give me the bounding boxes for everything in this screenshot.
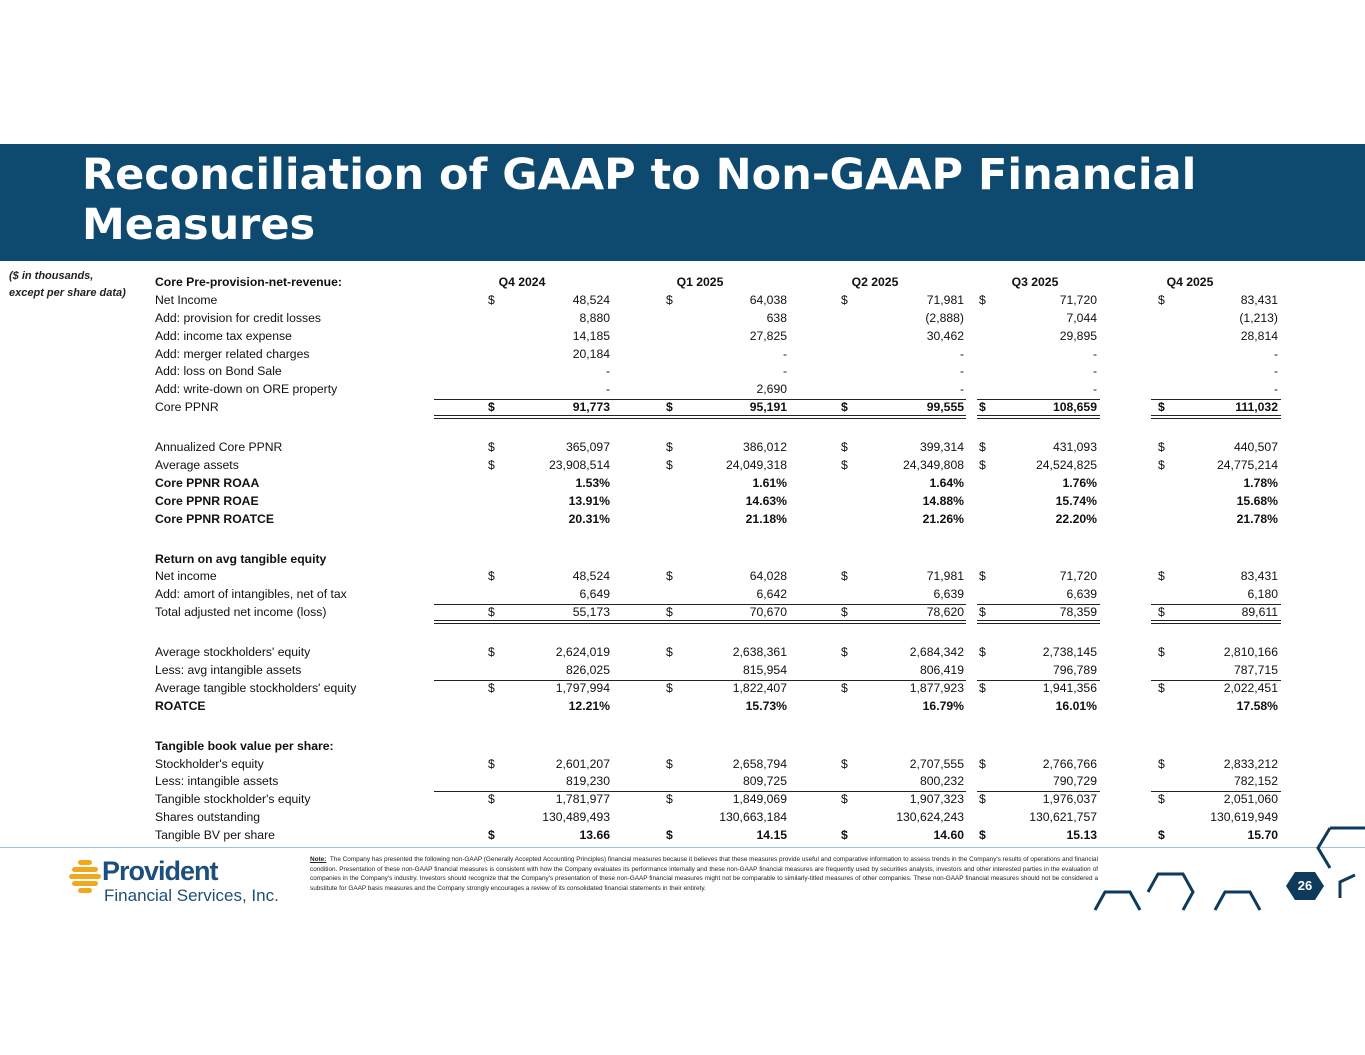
row-label: Shares outstanding: [155, 810, 261, 825]
cell-value: 78,620: [926, 605, 964, 620]
currency-symbol: $: [841, 569, 848, 584]
cell-value: 2,658,794: [732, 756, 787, 771]
subtotal-rule: [1151, 399, 1281, 400]
cell-value: 6,649: [579, 587, 610, 602]
cell-value: 14.63%: [745, 493, 787, 508]
cell-value: 20.31%: [568, 511, 610, 526]
spacer-row: [155, 622, 1285, 644]
currency-symbol: $: [1158, 400, 1165, 415]
currency-symbol: $: [1158, 756, 1165, 771]
cell-value: 15.13: [1066, 828, 1097, 843]
logo-subtitle: Financial Services, Inc.: [104, 886, 279, 905]
row-label: Average assets: [155, 458, 239, 473]
subtotal-rule: [787, 399, 966, 400]
cell-value: 83,431: [1240, 292, 1278, 307]
row-label: Less: avg intangible assets: [155, 663, 302, 678]
section-header: Tangible book value per share:: [155, 738, 334, 753]
row-label: Add: income tax expense: [155, 328, 292, 343]
row-label: ROATCE: [155, 698, 206, 713]
cell-value: -: [1092, 346, 1097, 361]
currency-symbol: $: [841, 605, 848, 620]
cell-value: 1,822,407: [732, 680, 787, 695]
cell-value: 130,624,243: [896, 810, 964, 825]
currency-symbol: $: [1158, 292, 1165, 307]
cell-value: 64,038: [749, 292, 787, 307]
cell-value: 2,601,207: [555, 756, 610, 771]
cell-value: 1.53%: [575, 475, 610, 490]
column-header: Q4 2025: [1166, 275, 1214, 289]
table-row: [155, 698, 1285, 716]
cell-value: 1,976,037: [1042, 792, 1097, 807]
cell-value: 806,419: [919, 663, 964, 678]
row-label: Net Income: [155, 292, 218, 307]
cell-value: 13.66: [579, 828, 610, 843]
currency-symbol: $: [979, 400, 986, 415]
cell-value: 71,720: [1059, 292, 1097, 307]
currency-symbol: $: [1158, 828, 1165, 843]
currency-symbol: $: [979, 569, 986, 584]
row-label: Annualized Core PPNR: [155, 440, 283, 455]
cell-value: 23,908,514: [549, 458, 610, 473]
cell-value: 20,184: [572, 346, 610, 361]
currency-symbol: $: [1158, 440, 1165, 455]
table-row: [155, 399, 1285, 417]
cell-value: -: [1273, 364, 1278, 379]
cell-value: 24,524,825: [1036, 458, 1097, 473]
table-row: [155, 292, 1285, 310]
section-header-row: [155, 274, 1285, 292]
currency-symbol: $: [979, 292, 986, 307]
table-row: [155, 756, 1285, 774]
cell-value: 111,032: [1235, 400, 1278, 415]
cell-value: 2,638,361: [732, 645, 787, 660]
currency-symbol: $: [666, 680, 673, 695]
cell-value: 48,524: [572, 292, 610, 307]
cell-value: 1.61%: [752, 475, 787, 490]
cell-value: 790,729: [1052, 774, 1097, 789]
currency-symbol: $: [1158, 569, 1165, 584]
spacer-row: [155, 716, 1285, 738]
row-label: Add: loss on Bond Sale: [155, 364, 282, 379]
table-row: [155, 310, 1285, 328]
financial-table: [155, 274, 1285, 845]
cell-value: 782,152: [1233, 774, 1278, 789]
cell-value: 83,431: [1240, 569, 1278, 584]
cell-value: 2,624,019: [555, 645, 610, 660]
table-row: [155, 644, 1285, 662]
cell-value: 29,895: [1059, 328, 1097, 343]
table-row: [155, 439, 1285, 457]
currency-symbol: $: [488, 292, 495, 307]
cell-value: 815,954: [742, 663, 787, 678]
cell-value: 386,012: [742, 440, 787, 455]
currency-symbol: $: [666, 645, 673, 660]
subtotal-rule: [1151, 791, 1281, 792]
cell-value: 365,097: [565, 440, 610, 455]
table-row: [155, 791, 1285, 809]
spacer-row: [155, 529, 1285, 551]
subtotal-rule: [977, 791, 1100, 792]
table-row: [155, 773, 1285, 791]
cell-value: -: [605, 382, 610, 397]
cell-value: 2,833,212: [1223, 756, 1278, 771]
currency-symbol: $: [979, 828, 986, 843]
row-label: Core PPNR: [155, 400, 219, 415]
currency-symbol: $: [488, 440, 495, 455]
currency-symbol: $: [841, 828, 848, 843]
currency-symbol: $: [841, 292, 848, 307]
row-label: Add: provision for credit losses: [155, 310, 321, 325]
cell-value: 800,232: [919, 774, 964, 789]
currency-symbol: $: [488, 680, 495, 695]
cell-value: 71,981: [926, 569, 964, 584]
currency-symbol: $: [979, 605, 986, 620]
cell-value: 28,814: [1240, 328, 1278, 343]
subtotal-rule: [787, 680, 966, 681]
currency-symbol: $: [666, 400, 673, 415]
currency-symbol: $: [841, 792, 848, 807]
cell-value: 78,359: [1059, 605, 1097, 620]
cell-value: 95,191: [749, 400, 787, 415]
subtotal-rule: [434, 399, 613, 400]
cell-value: -: [1273, 382, 1278, 397]
cell-value: 30,462: [926, 328, 964, 343]
cell-value: 1.64%: [929, 475, 964, 490]
cell-value: -: [959, 364, 964, 379]
currency-symbol: $: [979, 756, 986, 771]
cell-value: 1.78%: [1243, 475, 1278, 490]
cell-value: 16.01%: [1055, 698, 1097, 713]
subtotal-rule: [977, 604, 1100, 605]
cell-value: 1,907,323: [909, 792, 964, 807]
cell-value: -: [1273, 346, 1278, 361]
hexagon-decoration-icon: [1090, 820, 1365, 920]
subtotal-rule: [434, 680, 613, 681]
table-row: [155, 475, 1285, 493]
cell-value: 21.26%: [922, 511, 964, 526]
cell-value: 2,690: [756, 382, 787, 397]
subtotal-rule: [977, 680, 1100, 681]
note-label: Note:: [310, 856, 327, 863]
cell-value: 14.15: [756, 828, 787, 843]
row-label: Core PPNR ROAA: [155, 475, 260, 490]
cell-value: 2,766,766: [1042, 756, 1097, 771]
cell-value: 71,720: [1059, 569, 1097, 584]
cell-value: 24,349,808: [903, 458, 964, 473]
subtotal-rule: [611, 680, 789, 681]
cell-value: 15.70: [1247, 828, 1278, 843]
cell-value: 2,022,451: [1223, 680, 1278, 695]
currency-symbol: $: [666, 605, 673, 620]
currency-symbol: $: [841, 440, 848, 455]
column-header: Q2 2025: [851, 275, 899, 289]
disclaimer-note: [310, 855, 1098, 893]
cell-value: -: [782, 364, 787, 379]
currency-symbol: $: [979, 680, 986, 695]
table-row: [155, 662, 1285, 680]
currency-symbol: $: [666, 569, 673, 584]
row-label: Average tangible stockholders' equity: [155, 680, 357, 695]
cell-value: 70,670: [749, 605, 787, 620]
section-header: Return on avg tangible equity: [155, 551, 327, 566]
currency-symbol: $: [1158, 792, 1165, 807]
row-label: Stockholder's equity: [155, 756, 264, 771]
cell-value: 21.18%: [745, 511, 787, 526]
currency-symbol: $: [841, 400, 848, 415]
section-header-row: [155, 551, 1285, 569]
cell-value: (1,213): [1239, 310, 1278, 325]
logo-wordmark: Provident: [102, 856, 218, 886]
cell-value: 2,738,145: [1042, 645, 1097, 660]
currency-symbol: $: [841, 756, 848, 771]
cell-value: 7,044: [1066, 310, 1097, 325]
cell-value: 99,555: [926, 400, 964, 415]
cell-value: 16.79%: [922, 698, 964, 713]
currency-symbol: $: [488, 605, 495, 620]
row-label: Tangible BV per share: [155, 828, 275, 843]
cell-value: 638: [766, 310, 787, 325]
cell-value: 15.74%: [1055, 493, 1097, 508]
cell-value: 14,185: [572, 328, 610, 343]
row-label: Net income: [155, 569, 217, 584]
currency-symbol: $: [488, 792, 495, 807]
subtotal-rule: [434, 604, 613, 605]
table-row: [155, 457, 1285, 475]
note-text: The Company has presented the following non-GAAP (Generally Accepted Accounting Principles) financial measures because it believes that these measures provide useful and comparative information to assess trends in the Company's results of operations and financial condition. Presentation of these non-GAAP financial measures is consistent with how the Company evaluates its performance internally and these non-GAAP financial measures are frequently used by securities analysts, investors and other interested parties in the evaluation of companies in the Company's industry. Investors should recognize that the Company's presentation of these non-GAAP financial measures might not be comparable to similarly-titled measures of other companies. These non-GAAP financial measures should not be considered a substitute for GAAP basis measures and the Company strongly encourages a review of its consolidated financial statements in their entirety.: [310, 856, 1099, 892]
cell-value: 6,639: [1066, 587, 1097, 602]
currency-symbol: $: [979, 458, 986, 473]
cell-value: 2,707,555: [909, 756, 964, 771]
cell-value: 55,173: [572, 605, 610, 620]
cell-value: 130,621,757: [1029, 810, 1097, 825]
subtotal-rule: [611, 399, 789, 400]
row-label: Add: merger related charges: [155, 346, 310, 361]
currency-symbol: $: [979, 645, 986, 660]
row-label: Average stockholders' equity: [155, 645, 311, 660]
cell-value: 787,715: [1233, 663, 1278, 678]
spacer-row: [155, 417, 1285, 439]
cell-value: -: [959, 382, 964, 397]
table-row: [155, 381, 1285, 399]
cell-value: 14.88%: [922, 493, 964, 508]
currency-symbol: $: [488, 756, 495, 771]
cell-value: 130,619,949: [1210, 810, 1278, 825]
cell-value: 809,725: [742, 774, 787, 789]
row-label: Total adjusted net income (loss): [155, 605, 327, 620]
cell-value: 1,877,923: [909, 680, 964, 695]
cell-value: 1,797,994: [555, 680, 610, 695]
row-label: Tangible stockholder's equity: [155, 792, 311, 807]
cell-value: 440,507: [1233, 440, 1278, 455]
cell-value: 91,773: [572, 400, 610, 415]
table-row: [155, 511, 1285, 529]
section-header: Core Pre-provision-net-revenue:: [155, 275, 342, 289]
cell-value: -: [1092, 382, 1097, 397]
table-row: [155, 328, 1285, 346]
currency-symbol: $: [666, 828, 673, 843]
currency-symbol: $: [666, 458, 673, 473]
cell-value: 2,684,342: [909, 645, 964, 660]
table-row: [155, 568, 1285, 586]
currency-symbol: $: [841, 458, 848, 473]
cell-value: 64,028: [749, 569, 787, 584]
cell-value: 15.73%: [745, 698, 787, 713]
cell-value: 12.21%: [568, 698, 610, 713]
cell-value: -: [1092, 364, 1097, 379]
cell-value: 17.58%: [1236, 698, 1278, 713]
row-label: Core PPNR ROAE: [155, 493, 259, 508]
table-row: [155, 363, 1285, 381]
cell-value: -: [959, 346, 964, 361]
currency-symbol: $: [488, 569, 495, 584]
cell-value: 6,642: [756, 587, 787, 602]
cell-value: 21.78%: [1236, 511, 1278, 526]
cell-value: 24,049,318: [726, 458, 787, 473]
page-title: Reconciliation of GAAP to Non-GAAP Financial Measures: [82, 150, 1197, 250]
cell-value: 15.68%: [1236, 493, 1278, 508]
currency-symbol: $: [841, 645, 848, 660]
cell-value: 8,880: [579, 310, 610, 325]
subtotal-rule: [1151, 604, 1281, 605]
logo-mark-icon: [68, 858, 102, 898]
currency-symbol: $: [1158, 645, 1165, 660]
currency-symbol: $: [841, 680, 848, 695]
cell-value: 14.60: [933, 828, 964, 843]
column-header: Q3 2025: [1011, 275, 1059, 289]
cell-value: 6,180: [1247, 587, 1278, 602]
column-header: Q4 2024: [498, 275, 546, 289]
cell-value: (2,888): [925, 310, 964, 325]
cell-value: 89,611: [1241, 605, 1278, 620]
cell-value: 130,489,493: [542, 810, 610, 825]
currency-symbol: $: [1158, 680, 1165, 695]
currency-symbol: $: [488, 400, 495, 415]
row-label: Core PPNR ROATCE: [155, 511, 274, 526]
cell-value: 1,849,069: [732, 792, 787, 807]
cell-value: 2,810,166: [1223, 645, 1278, 660]
row-label: Less: intangible assets: [155, 774, 279, 789]
cell-value: 399,314: [919, 440, 964, 455]
units-note: ($ in thousands, except per share data): [9, 270, 126, 299]
cell-value: 1.76%: [1062, 475, 1097, 490]
page-number: 26: [1297, 878, 1313, 893]
cell-value: 6,639: [933, 587, 964, 602]
currency-symbol: $: [1158, 605, 1165, 620]
cell-value: 108,659: [1052, 400, 1097, 415]
cell-value: 1,941,356: [1042, 680, 1097, 695]
row-label: Add: amort of intangibles, net of tax: [155, 587, 347, 602]
subtotal-rule: [977, 399, 1100, 400]
currency-symbol: $: [666, 756, 673, 771]
currency-symbol: $: [666, 292, 673, 307]
cell-value: 27,825: [749, 328, 787, 343]
cell-value: 1,781,977: [555, 792, 610, 807]
subtotal-rule: [611, 604, 789, 605]
subtotal-rule: [611, 791, 789, 792]
currency-symbol: $: [666, 792, 673, 807]
subtotal-rule: [787, 791, 966, 792]
company-logo: [68, 856, 298, 908]
column-header: Q1 2025: [676, 275, 724, 289]
subtotal-rule: [434, 791, 613, 792]
table-row: [155, 346, 1285, 364]
cell-value: 22.20%: [1055, 511, 1097, 526]
subtotal-rule: [1151, 680, 1281, 681]
currency-symbol: $: [488, 458, 495, 473]
cell-value: 796,789: [1052, 663, 1097, 678]
cell-value: 130,663,184: [719, 810, 787, 825]
table-row: [155, 604, 1285, 622]
cell-value: 48,524: [572, 569, 610, 584]
cell-value: 71,981: [926, 292, 964, 307]
cell-value: -: [782, 346, 787, 361]
subtotal-rule: [787, 604, 966, 605]
table-row: [155, 586, 1285, 604]
cell-value: 2,051,060: [1223, 792, 1278, 807]
cell-value: 431,093: [1052, 440, 1097, 455]
currency-symbol: $: [979, 792, 986, 807]
cell-value: 13.91%: [568, 493, 610, 508]
section-header-row: [155, 738, 1285, 756]
cell-value: 826,025: [565, 663, 610, 678]
currency-symbol: $: [666, 440, 673, 455]
row-label: Add: write-down on ORE property: [155, 382, 338, 397]
currency-symbol: $: [979, 440, 986, 455]
cell-value: 819,230: [565, 774, 610, 789]
currency-symbol: $: [488, 828, 495, 843]
table-row: [155, 680, 1285, 698]
table-row: [155, 493, 1285, 511]
cell-value: 24,775,214: [1217, 458, 1278, 473]
currency-symbol: $: [488, 645, 495, 660]
currency-symbol: $: [1158, 458, 1165, 473]
cell-value: -: [605, 364, 610, 379]
